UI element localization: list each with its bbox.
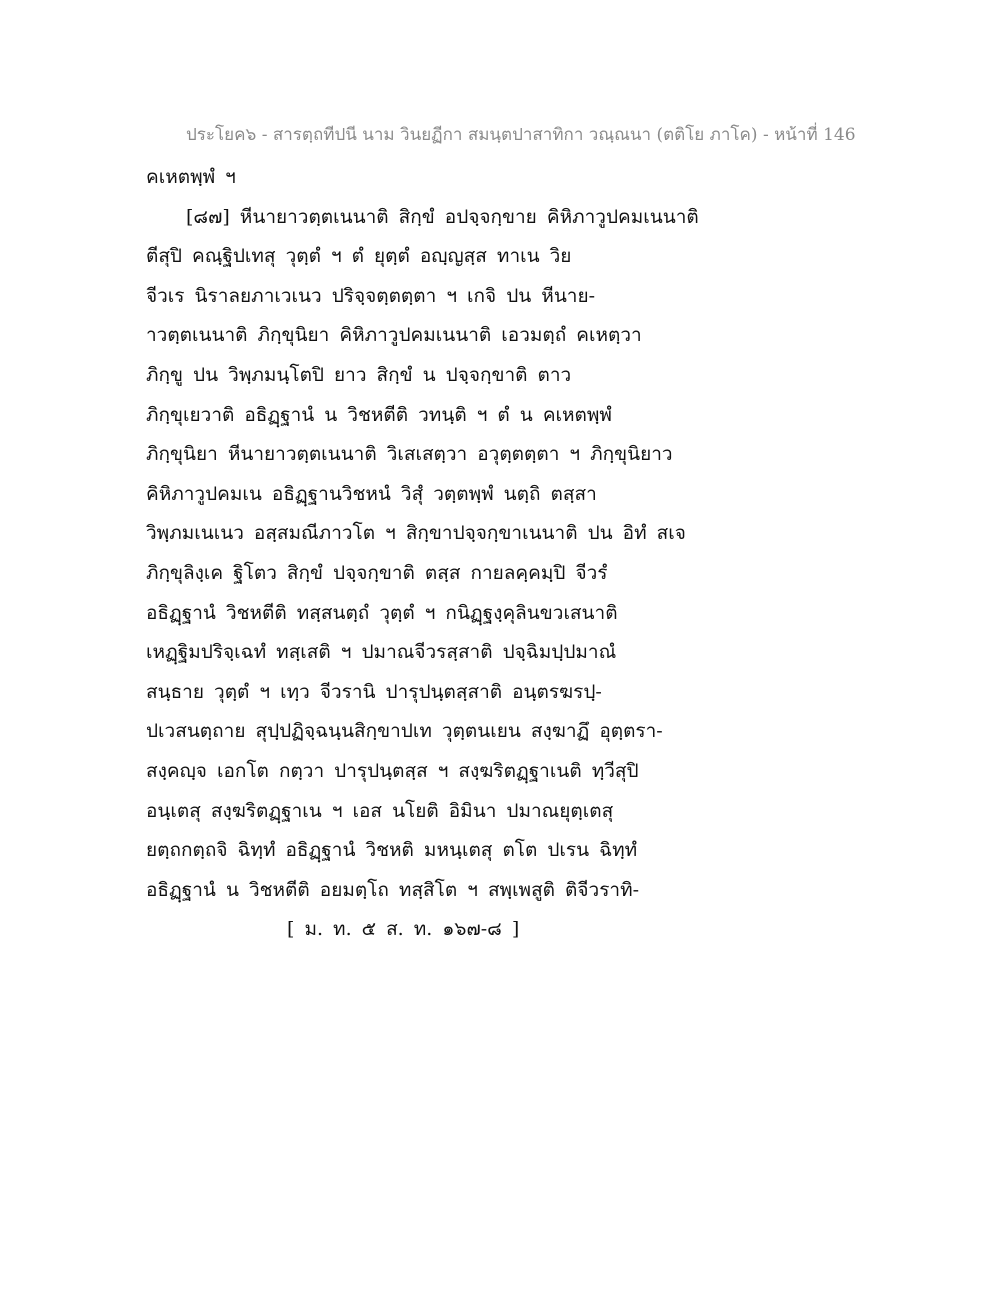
text-line: สงฺคญฺจ เอกโต กตฺวา ปารุปนฺตสฺส ฯ สงฺฆริตฏฺฐาเนติ ทฺวีสุปิ — [146, 759, 639, 782]
text-line: ปเวสนตฺถาย สุปฺปฏิจฺฉนฺนสิกฺขาปเท วุตฺตนเยน สงฺฆาฏึ อุตฺตรา- — [146, 720, 663, 743]
text-line: วิพฺภมเนเนว อสฺสมณีภาวโต ฯ สิกฺขาปจฺจกฺขาเนนาติ ปน อิทํ สเจ — [146, 522, 686, 545]
text-line: สนฺธาย วุตฺตํ ฯ เทฺว จีวรานิ ปารุปนฺตสฺสาติ อนฺตรฆรปฺ- — [146, 680, 602, 703]
text-line: ตีสุปิ คณฺฐิปเทสุ วุตฺตํ ฯ ตํ ยุตฺตํ อญฺญสฺส ทาเน วิย — [146, 245, 572, 268]
text-line: ภิกฺขุเยวาติ อธิฏฺฐานํ น วิชหตีติ วทนฺติ ฯ ตํ น คเหตพฺพํ — [146, 403, 612, 426]
body-text — [146, 158, 706, 910]
text-line: อนฺเตสุ สงฺฆริตฏฺฐาเน ฯ เอส นโยติ อิมินา ปมาณยุตฺเตสุ — [146, 799, 614, 822]
text-line: ภิกฺขุลิงฺเค ฐิโตว สิกฺขํ ปจฺจกฺขาติ ตสฺส กายลคฺคมฺปิ จีวรํ — [146, 561, 608, 584]
citation: [ ม. ท. ๕ ส. ท. ๑๖๗-๘ ] — [287, 918, 520, 940]
text-line: เหฏฺฐิมปริจฺเฉทํ ทสฺเสติ ฯ ปมาณจีวรสฺสาติ ปจฺฉิมปฺปมาณํ — [146, 641, 617, 664]
page-header: ประโยค๖ - สารตฺถทีปนี นาม วินยฏีกา สมนฺตปาสาทิกา วณฺณนา (ตติโย ภาโค) - หน้าที่ 146 — [186, 125, 856, 145]
text-line: าวตฺตเนนาติ ภิกฺขุนิยา คิหิภาวูปคมเนนาติ เอวมตฺถํ คเหตฺวา — [146, 324, 642, 347]
text-line: ภิกฺขู ปน วิพฺภมนฺโตปิ ยาว สิกฺขํ น ปจฺจกฺขาติ ตาว — [146, 363, 572, 386]
text-line: อธิฏฺฐานํ น วิชหตีติ อยมตฺโถ ทสฺสิโต ฯ สพฺเพสูติ ติจีวราทิ- — [146, 878, 640, 901]
text-line: คเหตพฺพํ ฯ — [146, 166, 236, 188]
text-line: ภิกฺขุนิยา หีนายาวตฺตเนนาติ วิเสเสตฺวา อวุตฺตตฺตา ฯ ภิกฺขุนิยาว — [146, 443, 673, 466]
text-line: ยตฺถกตฺถจิ ฉิทฺทํ อธิฏฺฐานํ วิชหติ มหนฺเตสุ ตโต ปเรน ฉิทฺทํ — [146, 839, 638, 862]
text-line: อธิฏฺฐานํ วิชหตีติ ทสฺสนตฺถํ วุตฺตํ ฯ กนิฏฺฐงฺคุลินขวเสนาติ — [146, 601, 618, 624]
text-line: คิหิภาวูปคมเน อธิฏฺฐานวิชหนํ วิสุํ วตฺตพฺพํ นตฺถิ ตสฺสา — [146, 482, 597, 505]
text-line: [๘๗] หีนายาวตฺตเนนาติ สิกฺขํ อปจฺจกฺขาย คิหิภาวูปคมเนนาติ — [186, 205, 699, 228]
text-line: จีวเร นิราลยภาเวเนว ปริจฺจตฺตตฺตา ฯ เกจิ ปน หีนาย- — [146, 284, 596, 307]
